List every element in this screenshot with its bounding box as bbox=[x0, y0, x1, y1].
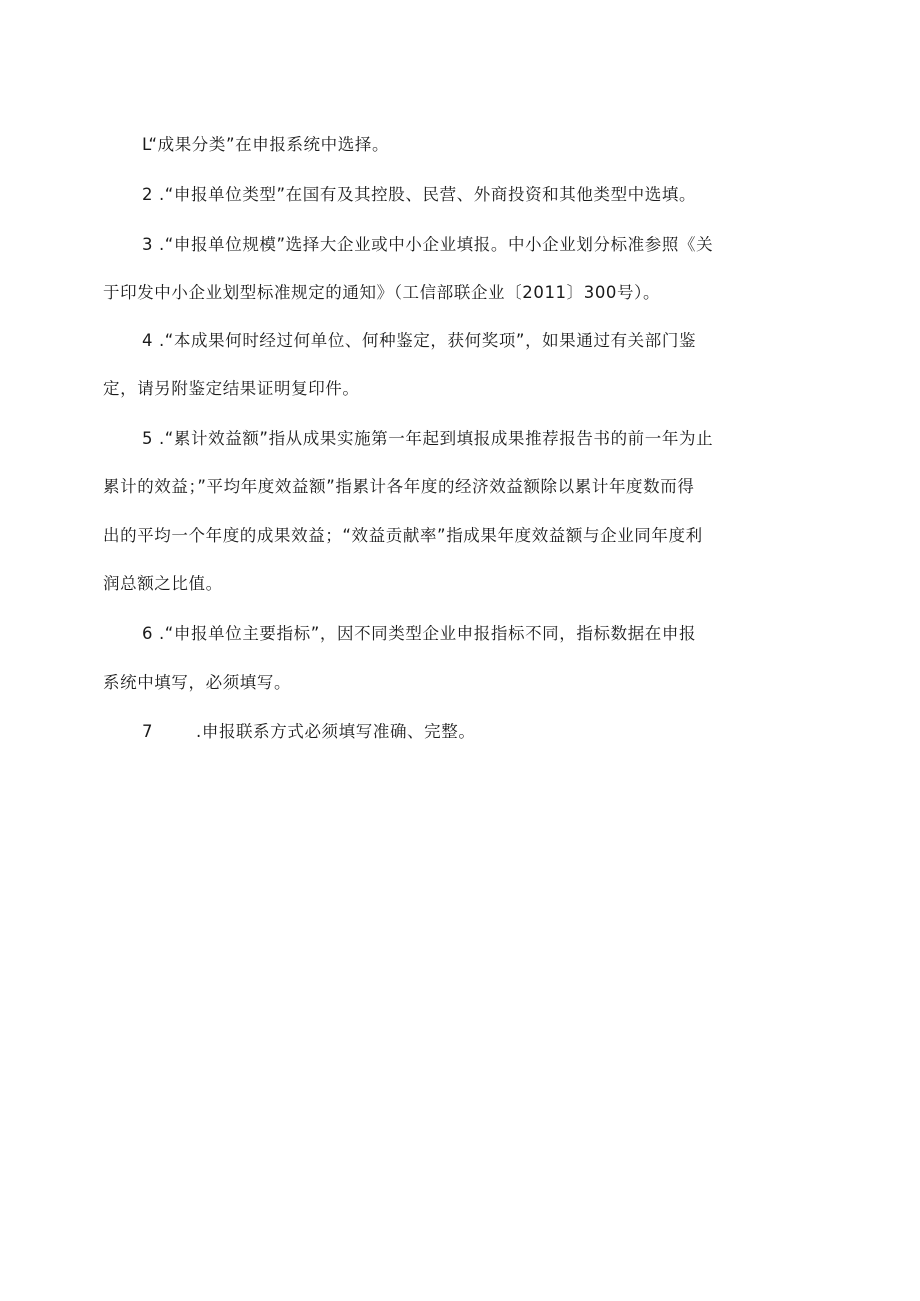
note-item-1: L“成果分类”在申报系统中选择。 bbox=[142, 135, 390, 154]
note-item-3-line-2: 于印发中小企业划型标准规定的通知》（工信部联企业〔2011〕300号）。 bbox=[103, 283, 661, 302]
note-item-5-line-3: 出的平均一个年度的成果效益；“效益贡献率”指成果年度效益额与企业同年度利 bbox=[103, 526, 703, 545]
note-item-5-line-4: 润总额之比值。 bbox=[103, 574, 223, 593]
note-item-6-line-1: 6 .“申报单位主要指标”，因不同类型企业申报指标不同，指标数据在申报 bbox=[142, 624, 697, 643]
note-item-4-line-1: 4 .“本成果何时经过何单位、何种鉴定，获何奖项”，如果通过有关部门鉴 bbox=[142, 331, 697, 350]
note-item-2: 2 .“申报单位类型”在国有及其控股、民营、外商投资和其他类型中选填。 bbox=[142, 185, 697, 204]
note-item-4-line-2: 定，请另附鉴定结果证明复印件。 bbox=[103, 379, 360, 398]
note-item-6-line-2: 系统中填写，必须填写。 bbox=[103, 673, 292, 692]
note-item-3-line-1: 3 .“申报单位规模”选择大企业或中小企业填报。中小企业划分标准参照《关 bbox=[142, 235, 714, 254]
note-item-5-line-1: 5 .“累计效益额”指从成果实施第一年起到填报成果推荐报告书的前一年为止 bbox=[142, 429, 714, 448]
note-item-7-number: 7 bbox=[142, 722, 154, 741]
note-item-7-text: .申报联系方式必须填写准确、完整。 bbox=[196, 722, 476, 741]
note-item-5-line-2: 累计的效益；”平均年度效益额”指累计各年度的经济效益额除以累计年度数而得 bbox=[103, 477, 695, 496]
